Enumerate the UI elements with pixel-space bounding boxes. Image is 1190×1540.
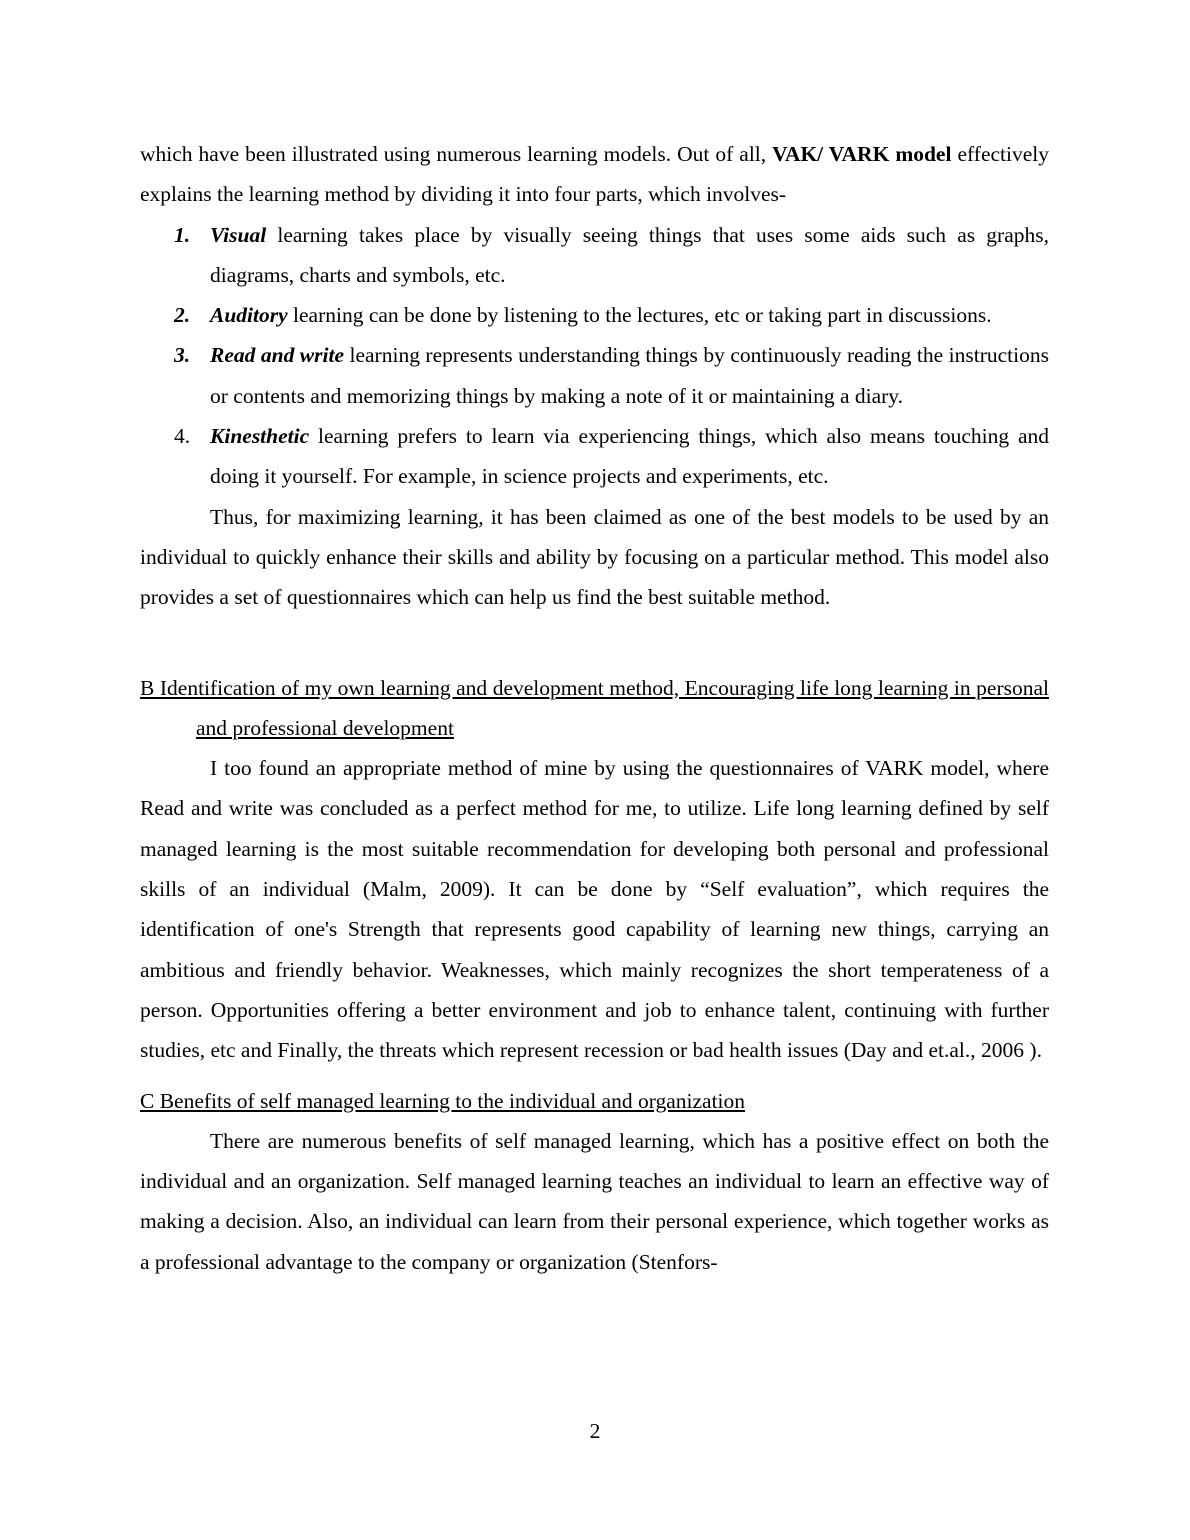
style-term: Read and write — [210, 343, 345, 368]
list-number: 1. — [174, 222, 191, 247]
style-description: learning takes place by visually seeing things that uses some aids such as graphs, diagrams, charts and symbols, etc. — [210, 222, 1049, 287]
intro-text-after: effectively explains the learning method by dividing it into four parts, which involves- — [140, 142, 1049, 207]
section-c-paragraph: There are numerous benefits of self managed learning, which has a positive effect on both the individual and an organization. Self managed learning teaches an individual to learn an effective way of making a decision. Also, an individual can learn from their personal experience, which together works as a professional advantage to the company or organization (Stenfors- — [140, 1128, 1049, 1274]
section-c-heading: C Benefits of self managed learning to the individual and organization — [140, 1088, 746, 1113]
style-description: learning prefers to learn via experiencing things, which also means touching and doing it yourself. For example, in science projects and experiments, etc. — [210, 424, 1049, 489]
section-b-heading: B Identification of my own learning and development method, Encouraging life long learning in personal and professional development — [140, 675, 1049, 740]
style-description: learning represents understanding things by continuously reading the instructions or contents and memorizing things by making a note of it or maintaining a diary. — [210, 343, 1049, 408]
list-number: 4. — [174, 424, 191, 449]
list-item-read-write — [140, 335, 1049, 416]
intro-paragraph — [140, 134, 1049, 215]
style-description: learning can be done by listening to the lectures, etc or taking part in discussions. — [287, 303, 992, 328]
page-number: 2 — [589, 1419, 601, 1443]
document-page — [140, 134, 1049, 1282]
style-term: Auditory — [210, 303, 288, 328]
list-number: 2. — [174, 303, 191, 328]
style-term: Kinesthetic — [210, 424, 310, 449]
list-item-auditory — [140, 295, 1049, 335]
list-item-kinesthetic — [140, 416, 1049, 497]
list-item-visual — [140, 215, 1049, 296]
summary-paragraph: Thus, for maximizing learning, it has been claimed as one of the best models to be used by an individual to quickly enhance their skills and ability by focusing on a particular method. This model also provides a set of questionnaires which can help us find the best suitable method. — [140, 504, 1049, 610]
list-number: 3. — [174, 343, 191, 368]
section-b-paragraph: I too found an appropriate method of mine by using the questionnaires of VARK model, where Read and write was concluded as a perfect method for me, to utilize. Life long learning defined by self managed learning is the most suitable recommendation for developing both personal and professional skills of an individual (Malm, 2009). It can be done by “Self evaluation”, which requires the identification of one's Strength that represents good capability of learning new things, carrying an ambitious and friendly behavior. Weaknesses, which mainly recognizes the short temperateness of a person. Opportunities offering a better environment and job to enhance talent, continuing with further studies, etc and Finally, the threats which represent recession or bad health issues (Day and et.al., 2006 ). — [140, 756, 1049, 1063]
style-term: Visual — [210, 222, 267, 247]
intro-text-before: which have been illustrated using numerous learning models. Out of all, — [140, 142, 773, 166]
learning-styles-list — [140, 215, 1049, 497]
vark-model-term: VAK/ VARK model — [772, 142, 952, 166]
